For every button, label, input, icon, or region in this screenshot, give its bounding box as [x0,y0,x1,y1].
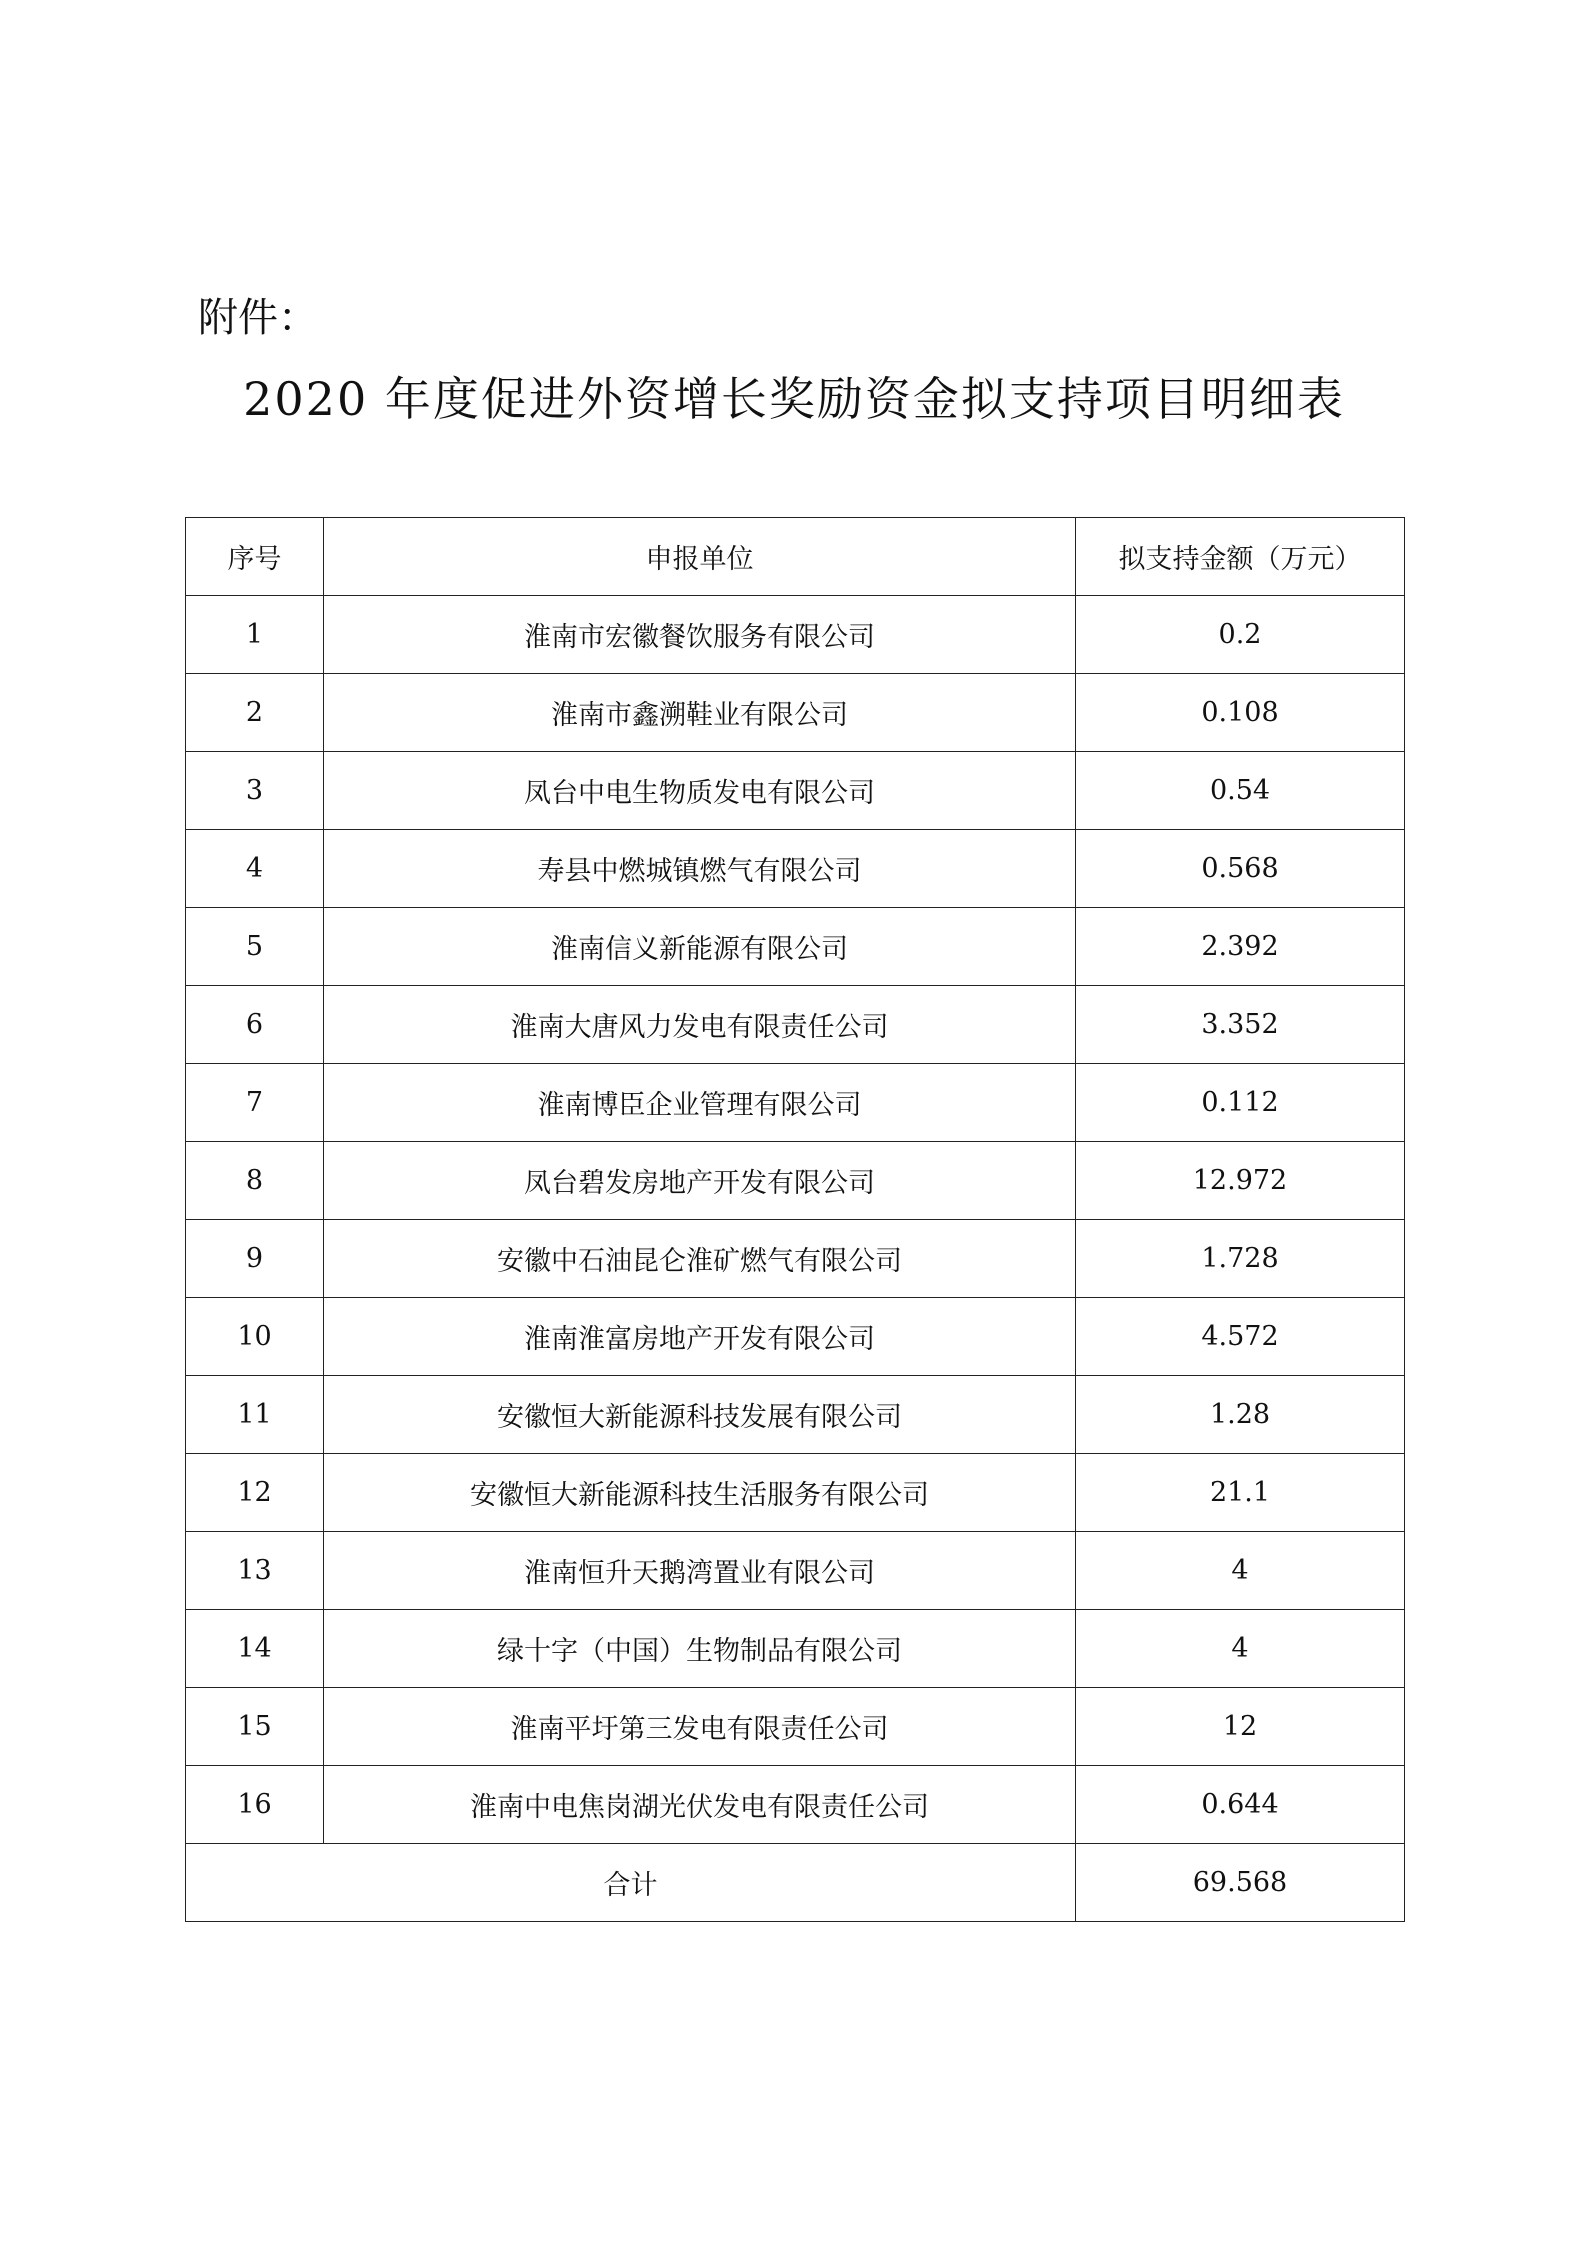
table-row [186,1064,1405,1142]
unit-cell: 凤台碧发房地产开发有限公司 [324,1142,1076,1220]
table-row [186,1688,1405,1766]
unit-cell: 凤台中电生物质发电有限公司 [324,752,1076,830]
seq-cell: 1 [186,596,324,674]
attachment-label: 附件： [198,295,318,341]
table-row [186,830,1405,908]
seq-cell: 16 [186,1766,324,1844]
table-row [186,908,1405,986]
table-row [186,1454,1405,1532]
amount-cell: 4.572 [1076,1298,1405,1376]
seq-cell: 10 [186,1298,324,1376]
detail-table [185,517,1405,1922]
unit-cell: 寿县中燃城镇燃气有限公司 [324,830,1076,908]
amount-cell: 0.568 [1076,830,1405,908]
seq-cell: 3 [186,752,324,830]
amount-cell: 21.1 [1076,1454,1405,1532]
unit-cell: 淮南平圩第三发电有限责任公司 [324,1688,1076,1766]
table-row [186,1610,1405,1688]
unit-cell: 淮南大唐风力发电有限责任公司 [324,986,1076,1064]
unit-cell: 淮南恒升天鹅湾置业有限公司 [324,1532,1076,1610]
amount-cell: 4 [1076,1532,1405,1610]
unit-cell: 安徽恒大新能源科技生活服务有限公司 [324,1454,1076,1532]
seq-cell: 11 [186,1376,324,1454]
amount-cell: 1.728 [1076,1220,1405,1298]
column-header-amount: 拟支持金额（万元） [1076,518,1405,596]
table-row [186,1532,1405,1610]
seq-cell: 6 [186,986,324,1064]
amount-cell: 12 [1076,1688,1405,1766]
seq-cell: 2 [186,674,324,752]
unit-cell: 淮南市鑫溯鞋业有限公司 [324,674,1076,752]
unit-cell: 安徽恒大新能源科技发展有限公司 [324,1376,1076,1454]
unit-cell: 淮南市宏徽餐饮服务有限公司 [324,596,1076,674]
total-amount: 69.568 [1076,1844,1405,1922]
total-row [186,1844,1405,1922]
seq-cell: 9 [186,1220,324,1298]
table-row [186,752,1405,830]
seq-cell: 13 [186,1532,324,1610]
table-row [186,674,1405,752]
table-row [186,986,1405,1064]
table-row [186,1220,1405,1298]
seq-cell: 15 [186,1688,324,1766]
unit-cell: 淮南博臣企业管理有限公司 [324,1064,1076,1142]
unit-cell: 淮南信义新能源有限公司 [324,908,1076,986]
unit-cell: 淮南中电焦岗湖光伏发电有限责任公司 [324,1766,1076,1844]
column-header-seq: 序号 [186,518,324,596]
seq-cell: 8 [186,1142,324,1220]
table-row [186,1376,1405,1454]
seq-cell: 5 [186,908,324,986]
column-header-unit: 申报单位 [324,518,1076,596]
unit-cell: 绿十字（中国）生物制品有限公司 [324,1610,1076,1688]
table-row [186,1298,1405,1376]
table-body [186,596,1405,1922]
total-label: 合计 [186,1844,1076,1922]
amount-cell: 1.28 [1076,1376,1405,1454]
amount-cell: 4 [1076,1610,1405,1688]
amount-cell: 12.972 [1076,1142,1405,1220]
table-row [186,1766,1405,1844]
table-row [186,1142,1405,1220]
amount-cell: 0.2 [1076,596,1405,674]
table-header-row [186,518,1405,596]
amount-cell: 0.644 [1076,1766,1405,1844]
amount-cell: 0.108 [1076,674,1405,752]
amount-cell: 3.352 [1076,986,1405,1064]
page-title: 2020 年度促进外资增长奖励资金拟支持项目明细表 [243,372,1345,426]
seq-cell: 12 [186,1454,324,1532]
table-row [186,596,1405,674]
amount-cell: 2.392 [1076,908,1405,986]
unit-cell: 淮南淮富房地产开发有限公司 [324,1298,1076,1376]
unit-cell: 安徽中石油昆仑淮矿燃气有限公司 [324,1220,1076,1298]
seq-cell: 7 [186,1064,324,1142]
amount-cell: 0.112 [1076,1064,1405,1142]
seq-cell: 14 [186,1610,324,1688]
seq-cell: 4 [186,830,324,908]
amount-cell: 0.54 [1076,752,1405,830]
